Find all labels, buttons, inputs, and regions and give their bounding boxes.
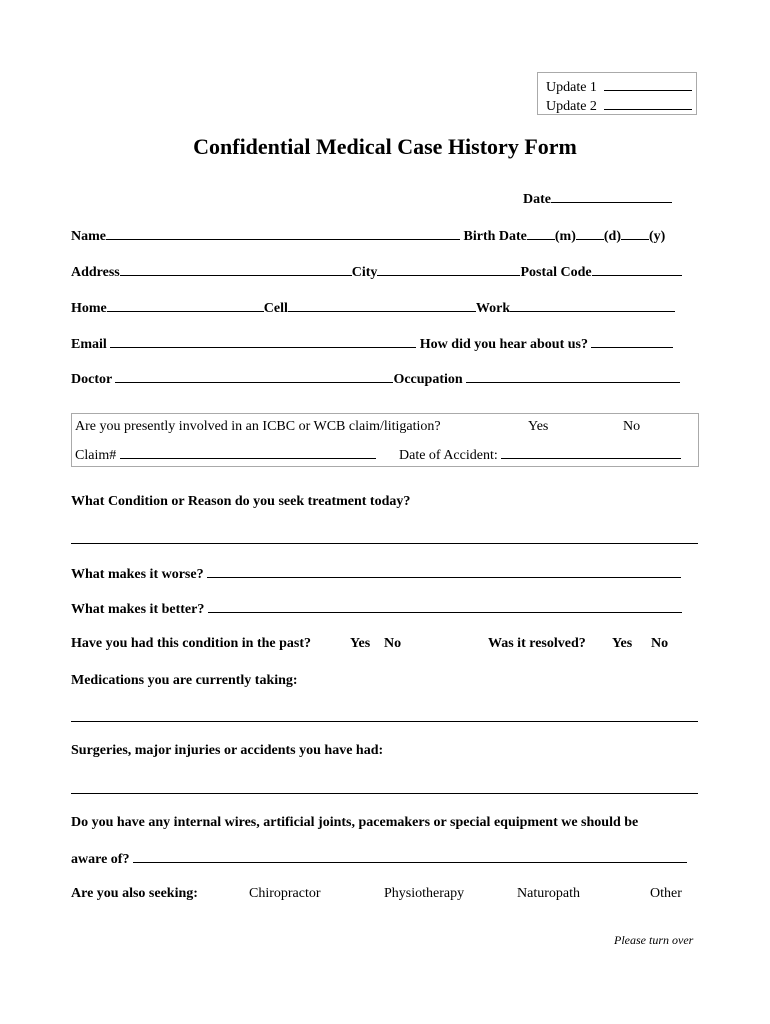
claim-no-option[interactable]: No bbox=[623, 419, 641, 434]
hear-about-label: How did you hear about us? bbox=[419, 337, 588, 352]
better-row bbox=[71, 600, 682, 618]
accident-date-label: Date of Accident: bbox=[399, 448, 498, 463]
claim-question: Are you presently involved in an ICBC or WCB claim/litigation? bbox=[75, 419, 441, 434]
doctor-label: Doctor bbox=[71, 372, 112, 387]
past-condition-question: Have you had this condition in the past? bbox=[71, 636, 311, 651]
update-1-field[interactable] bbox=[604, 78, 692, 91]
phone-row bbox=[71, 299, 675, 317]
update-2-field[interactable] bbox=[604, 97, 692, 110]
worse-field[interactable] bbox=[207, 565, 681, 578]
past-no-option[interactable]: No bbox=[384, 636, 402, 651]
occupation-field[interactable] bbox=[466, 370, 680, 383]
better-field[interactable] bbox=[208, 600, 682, 613]
equipment-field[interactable] bbox=[133, 850, 687, 863]
accident-date-field[interactable] bbox=[501, 446, 681, 459]
update-box bbox=[537, 72, 697, 115]
page-title: Confidential Medical Case History Form bbox=[193, 134, 577, 159]
resolved-yes-option[interactable]: Yes bbox=[612, 636, 633, 651]
condition-question: What Condition or Reason do you seek treatment today? bbox=[71, 494, 411, 509]
doctor-field[interactable] bbox=[115, 370, 393, 383]
past-yes-option[interactable]: Yes bbox=[350, 636, 371, 651]
turn-over-note: Please turn over bbox=[614, 933, 694, 947]
medications-answer-line[interactable] bbox=[71, 721, 698, 722]
postal-code-label: Postal Code bbox=[520, 265, 592, 280]
name-row bbox=[71, 227, 665, 245]
work-label: Work bbox=[475, 301, 511, 316]
update-2-label: Update 2 bbox=[546, 99, 597, 114]
worse-row bbox=[71, 565, 681, 583]
accident-date-row bbox=[399, 446, 681, 464]
city-field[interactable] bbox=[377, 263, 520, 276]
claim-number-field[interactable] bbox=[120, 446, 376, 459]
email-row bbox=[71, 335, 673, 353]
birth-month-field[interactable] bbox=[527, 227, 555, 240]
equipment-question-continued: aware of? bbox=[71, 852, 130, 867]
seeking-label: Are you also seeking: bbox=[71, 886, 198, 901]
address-row bbox=[71, 263, 682, 281]
equipment-row bbox=[71, 850, 687, 868]
year-label: (y) bbox=[649, 229, 666, 244]
resolved-no-option[interactable]: No bbox=[651, 636, 669, 651]
doctor-row bbox=[71, 370, 680, 388]
email-field[interactable] bbox=[110, 335, 416, 348]
date-field[interactable] bbox=[551, 190, 672, 203]
occupation-label: Occupation bbox=[393, 372, 463, 387]
hear-about-field[interactable] bbox=[591, 335, 673, 348]
medications-question: Medications you are currently taking: bbox=[71, 673, 298, 688]
seeking-option-other[interactable]: Other bbox=[650, 886, 682, 901]
home-label: Home bbox=[71, 301, 107, 316]
birth-year-field[interactable] bbox=[621, 227, 649, 240]
surgeries-answer-line[interactable] bbox=[71, 793, 698, 794]
better-label: What makes it better? bbox=[71, 602, 205, 617]
birth-date-label: Birth Date bbox=[463, 229, 527, 244]
condition-answer-line[interactable] bbox=[71, 543, 698, 544]
birth-day-field[interactable] bbox=[576, 227, 604, 240]
seeking-option-physiotherapy[interactable]: Physiotherapy bbox=[384, 886, 465, 901]
postal-code-field[interactable] bbox=[592, 263, 682, 276]
city-label: City bbox=[351, 265, 378, 280]
address-field[interactable] bbox=[120, 263, 352, 276]
date-row bbox=[523, 190, 672, 208]
cell-field[interactable] bbox=[288, 299, 476, 312]
address-label: Address bbox=[71, 265, 120, 280]
seeking-option-chiropractor[interactable]: Chiropractor bbox=[249, 886, 321, 901]
claim-box bbox=[71, 413, 699, 467]
claim-number-label: Claim# bbox=[75, 448, 117, 463]
cell-label: Cell bbox=[263, 301, 288, 316]
month-label: (m) bbox=[554, 229, 576, 244]
seeking-option-naturopath[interactable]: Naturopath bbox=[517, 886, 580, 901]
equipment-question: Do you have any internal wires, artificial joints, pacemakers or special equipment we should be bbox=[71, 815, 639, 830]
day-label: (d) bbox=[603, 229, 622, 244]
update-1-label: Update 1 bbox=[546, 80, 597, 95]
worse-label: What makes it worse? bbox=[71, 567, 204, 582]
name-field[interactable] bbox=[106, 227, 460, 240]
claim-yes-option[interactable]: Yes bbox=[528, 419, 549, 434]
claim-number-row bbox=[75, 446, 376, 464]
home-field[interactable] bbox=[107, 299, 264, 312]
resolved-question: Was it resolved? bbox=[488, 636, 586, 651]
date-label: Date bbox=[523, 192, 551, 207]
name-label: Name bbox=[71, 229, 106, 244]
email-label: Email bbox=[71, 337, 107, 352]
update-2-row bbox=[546, 97, 696, 116]
update-1-row bbox=[546, 78, 696, 97]
work-field[interactable] bbox=[510, 299, 675, 312]
surgeries-question: Surgeries, major injuries or accidents you have had: bbox=[71, 743, 384, 758]
